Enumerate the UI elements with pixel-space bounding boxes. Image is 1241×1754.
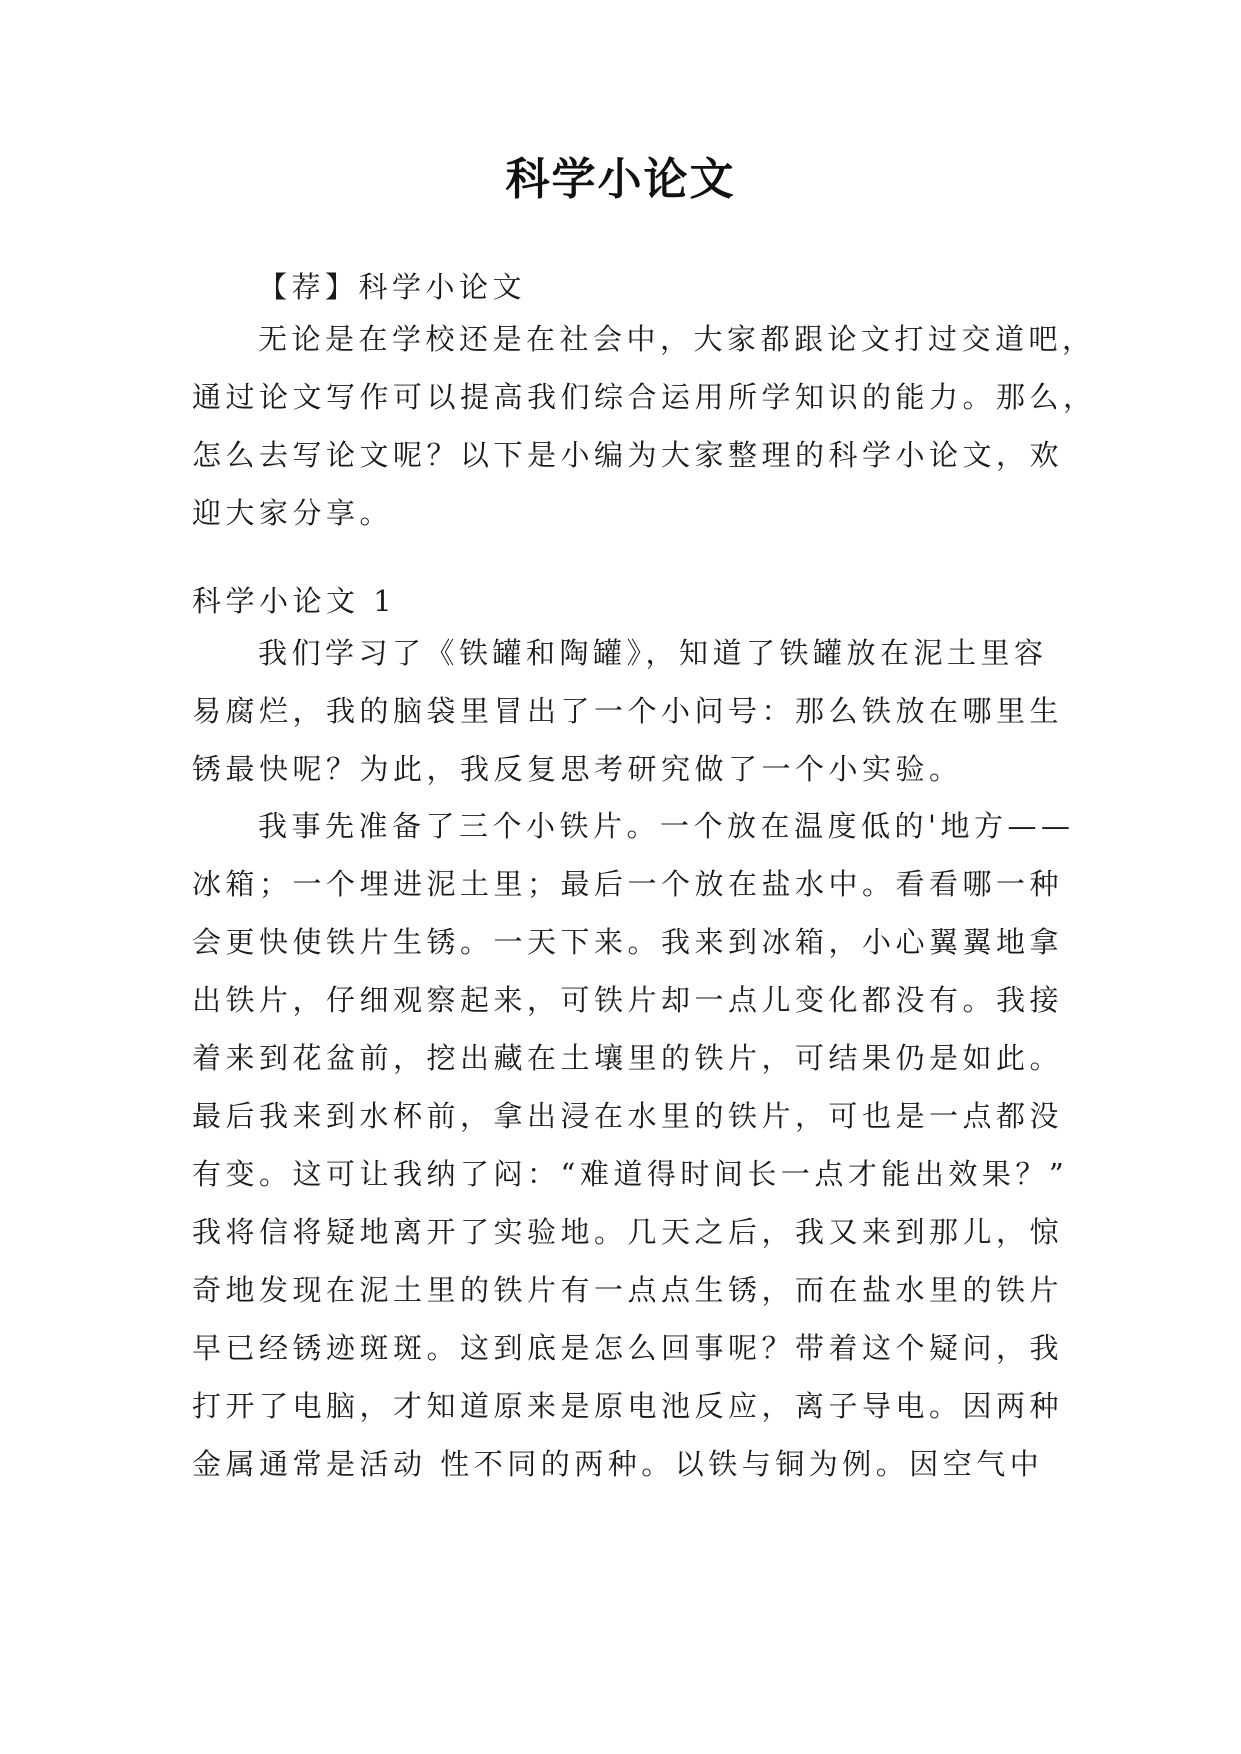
intro-line-3: 怎么去写论文呢？以下是小编为大家整理的科学小论文，欢 — [192, 438, 1064, 472]
section-heading: 科学小论文 1 — [192, 584, 397, 618]
paragraph-1-line-3: 锈最快呢？为此，我反复思考研究做了一个小实验。 — [192, 752, 963, 786]
paragraph-2-line-5: 着来到花盆前，挖出藏在土壤里的铁片，可结果仍是如此。 — [192, 1041, 1064, 1075]
intro-line-4: 迎大家分享。 — [192, 496, 394, 530]
paragraph-2-line-2: 冰箱；一个埋进泥土里；最后一个放在盐水中。看看哪一种 — [192, 867, 1064, 901]
paragraph-1-line-2: 易腐烂，我的脑袋里冒出了一个小问号：那么铁放在哪里生 — [192, 694, 1064, 728]
intro-paragraph — [192, 310, 1097, 542]
paragraph-2-line-3: 会更快使铁片生锈。一天下来。我来到冰箱，小心翼翼地拿 — [192, 925, 1064, 959]
paragraph-2-line-12: 金属通常是活动 性不同的两种。以铁与铜为例。因空气中 — [192, 1447, 1044, 1481]
paragraph-2-line-1: 我事先准备了三个小铁片。一个放在温度低的'地方—— — [258, 809, 1075, 843]
paragraph-2-line-11: 打开了电脑，才知道原来是原电池反应，离子导电。因两种 — [192, 1389, 1064, 1423]
paragraph-2 — [192, 797, 1075, 1493]
recommend-block — [192, 258, 1058, 316]
document-title: 科学小论文 — [505, 154, 736, 205]
recommend-line: 【荐】科学小论文 — [258, 270, 527, 304]
paragraph-1-line-1: 我们学习了《铁罐和陶罐》，知道了铁罐放在泥土里容 — [258, 636, 1048, 670]
intro-line-1: 无论是在学校还是在社会中，大家都跟论文打过交道吧， — [258, 322, 1096, 356]
paragraph-2-line-7: 有变。这可让我纳了闷：“难道得时间长一点才能出效果？” — [192, 1157, 1069, 1191]
paragraph-2-line-10: 早已经锈迹斑斑。这到底是怎么回事呢？带着这个疑问，我 — [192, 1331, 1064, 1365]
intro-line-2: 通过论文写作可以提高我们综合运用所学知识的能力。那么， — [192, 380, 1097, 414]
paragraph-1 — [192, 624, 1064, 798]
section-heading-block — [192, 572, 1058, 630]
paragraph-2-line-6: 最后我来到水杯前，拿出浸在水里的铁片，可也是一点都没 — [192, 1099, 1064, 1133]
paragraph-2-line-9: 奇地发现在泥土里的铁片有一点点生锈，而在盐水里的铁片 — [192, 1273, 1064, 1307]
paragraph-2-line-4: 出铁片，仔细观察起来，可铁片却一点儿变化都没有。我接 — [192, 983, 1064, 1017]
paragraph-2-line-8: 我将信将疑地离开了实验地。几天之后，我又来到那儿，惊 — [192, 1215, 1064, 1249]
